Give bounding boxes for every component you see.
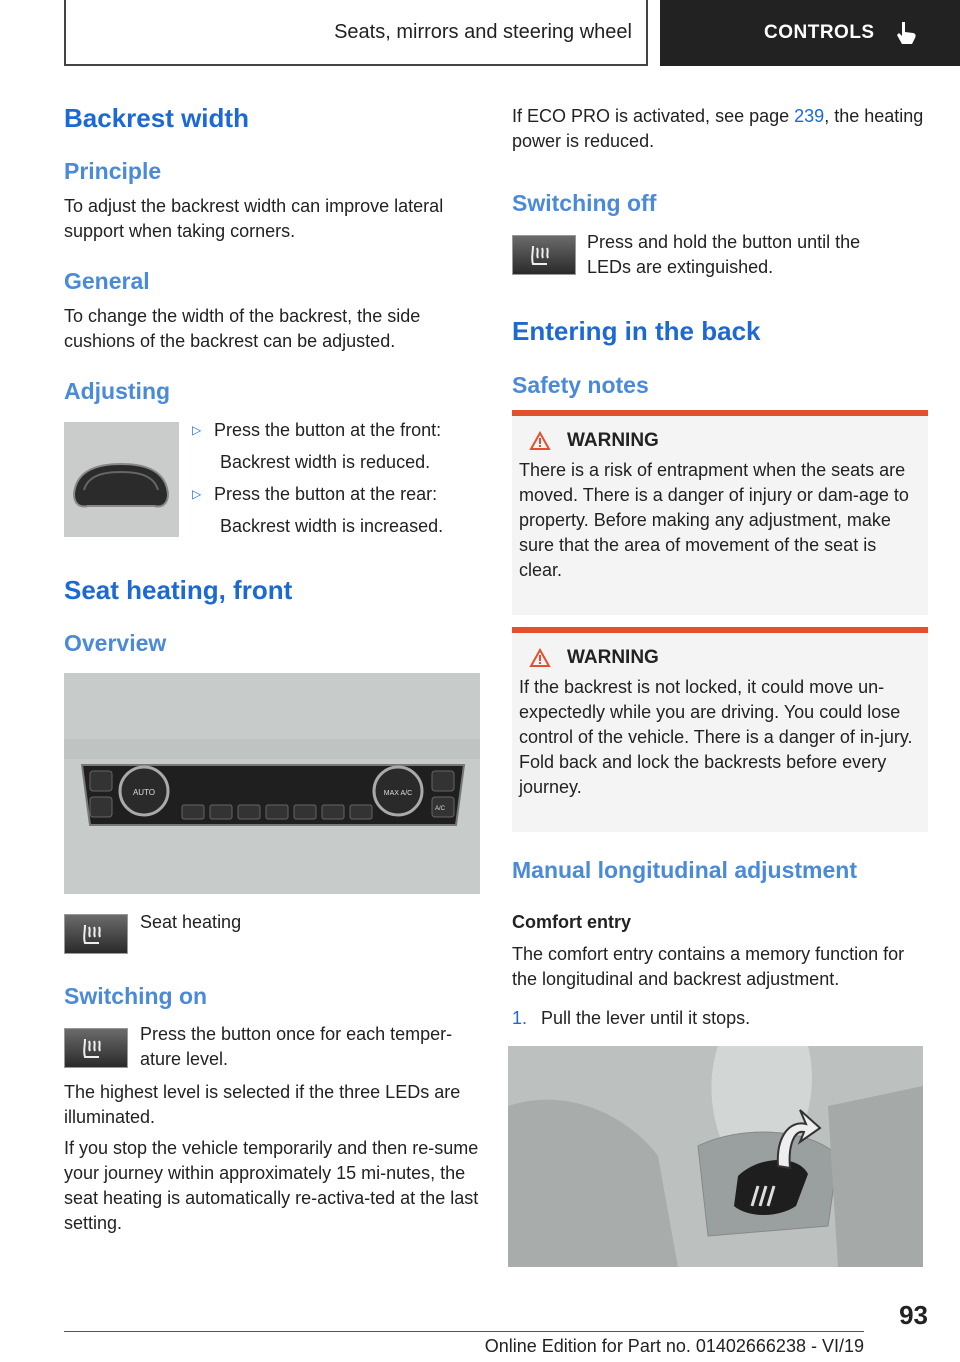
adjust-list xyxy=(192,418,472,539)
adjust-result: Backrest width is reduced. xyxy=(220,452,431,472)
seat-heating-button-icon xyxy=(64,1028,128,1068)
auto-label: AUTO xyxy=(132,788,156,797)
adjust-item xyxy=(192,418,472,443)
header-chapter xyxy=(660,0,960,66)
safety-notes-heading: Safety notes xyxy=(512,372,649,398)
switching-on-text: Press the button once for each temper‐ature level. xyxy=(140,1024,453,1069)
general-heading: General xyxy=(64,268,150,294)
warning-title: WARNING xyxy=(529,647,922,669)
footer-edition: Online Edition for Part no. 01402666238 - VI/19 xyxy=(484,1336,864,1356)
header-section-title: Seats, mirrors and steering wheel xyxy=(334,20,632,43)
adjusting-heading: Adjusting xyxy=(64,378,171,404)
step-number: 1. xyxy=(512,1008,528,1028)
entering-back-heading: Entering in the back xyxy=(512,316,761,346)
manual-adjustment-heading: Manual longitudinal adjustment xyxy=(512,857,857,883)
warning-text: There is a risk of entrapment when the seats are moved. There is a danger of injury or dam‐age to property. Before making any adjustment, make sure that the area of movement of the seat is clear. xyxy=(519,460,909,580)
triangle-bullet-icon: ▷ xyxy=(192,487,202,501)
backrest-button-image xyxy=(64,422,179,537)
ac-label: A/C xyxy=(434,806,446,812)
max-ac-label: MAX A/C xyxy=(383,790,413,797)
warning-title: WARNING xyxy=(529,430,922,452)
header-section xyxy=(64,0,648,66)
switching-off-text: Press and hold the button until the LEDs are extinguished. xyxy=(587,232,861,277)
adjust-result: Backrest width is increased. xyxy=(220,516,444,536)
adjust-action: Press the button at the rear: xyxy=(214,484,438,504)
general-text: To change the width of the backrest, the side cushions of the backrest can be adjusted. xyxy=(64,306,421,351)
switching-off-heading: Switching off xyxy=(512,190,657,216)
warning-triangle-icon xyxy=(529,431,551,451)
highest-level-text: The highest level is selected if the three LEDs are illuminated. xyxy=(64,1082,461,1127)
step-text: Pull the lever until it stops. xyxy=(541,1008,751,1028)
header-chapter-title: CONTROLS xyxy=(764,22,875,43)
comfort-entry-text: The comfort entry contains a memory function for the longitudinal and backrest adjustment. xyxy=(512,944,905,989)
principle-text: To adjust the backrest width can improve lateral support when taking corners. xyxy=(64,196,444,241)
comfort-entry-heading: Comfort entry xyxy=(512,912,632,932)
eco-pro-text: If ECO PRO is activated, see page 239, the heating power is reduced. xyxy=(512,106,924,151)
seat-lever-image xyxy=(508,1046,923,1267)
footer-rule xyxy=(64,1331,864,1332)
switching-on-heading: Switching on xyxy=(64,983,208,1009)
seat-heating-button-icon xyxy=(64,914,128,954)
pointing-hand-icon xyxy=(893,20,919,46)
triangle-bullet-icon: ▷ xyxy=(192,423,202,437)
warning-triangle-icon xyxy=(529,648,551,668)
page-number: 93 xyxy=(899,1300,928,1330)
seat-heating-label: Seat heating xyxy=(140,912,242,932)
adjust-item xyxy=(192,482,472,507)
backrest-width-heading: Backrest width xyxy=(64,103,249,133)
warning-box xyxy=(512,627,928,832)
principle-heading: Principle xyxy=(64,158,162,184)
overview-heading: Overview xyxy=(64,630,167,656)
seat-heating-button-icon xyxy=(512,235,576,275)
step-item xyxy=(512,1006,750,1031)
warning-box xyxy=(512,410,928,615)
seat-heating-heading: Seat heating, front xyxy=(64,575,293,605)
adjust-action: Press the button at the front: xyxy=(214,420,442,440)
page-link[interactable]: 239 xyxy=(794,106,825,126)
climate-panel-image xyxy=(64,673,480,894)
warning-text: If the backrest is not locked, it could move un‐expectedly while you are driving. You could lose control of the vehicle. There is a danger of in‐jury. Fold back and lock the backrests before every journey. xyxy=(519,677,913,797)
stop-vehicle-text: If you stop the vehicle temporarily and then re‐sume your journey within approximately 15 mi‐nutes, the seat heating is automatically re-activa‐ted at the last setting. xyxy=(64,1138,479,1233)
